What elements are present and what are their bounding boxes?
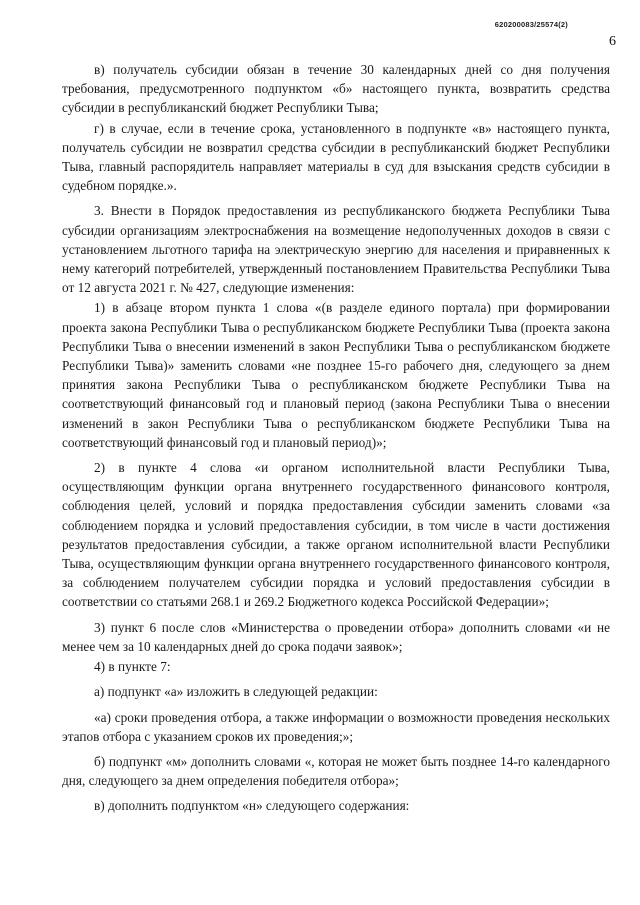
paragraph-change-1: 1) в абзаце втором пункта 1 слова «(в разделе единого портала) при формировании проекта закона Республики Тыва о республиканском бюджете Республики Тыва (проекта закона Республики Тыва о внесении изменений в закон Республики Тыва о республиканском бюджете Республики Тыва)» заменить словами «не позднее 15-го рабочего дня, следующего за днем принятия закона Республики Тыва о республиканском бюджете Республики Тыва на соответствующий финансовый год и плановый период (закона Республики Тыва о внесении изменений в закон Республики Тыва о республиканском бюджете Республики Тыва на соответствующий финансовый год и плановый период)»;: [62, 300, 610, 450]
paragraph-subitem-b: б) подпункт «м» дополнить словами «, которая не может быть позднее 14-го календарного дня, следующего за днем определения победителя отбора»;: [62, 753, 610, 789]
paragraph-subitem-v-add: в) дополнить подпунктом «н» следующего содержания:: [94, 798, 410, 814]
paragraph-change-3: 3) пункт 6 после слов «Министерства о проведении отбора» дополнить словами «и не менее чем за 10 календарных дней до срока подачи заявок»;: [62, 619, 610, 654]
paragraph-subitem-v-return: в) получатель субсидии обязан в течение 30 календарных дней со дня получения требования, предусмотренного подпунктом «б» настоящего пункта, возвратить средства субсидии в республиканский бюджет Республики Тыва;: [62, 62, 610, 116]
document-body: [62, 60, 610, 816]
page-number: 6: [609, 34, 616, 49]
paragraph-subitem-a-text: «а) сроки проведения отбора, а также информации о возможности проведения нескольких этапов отбора с указанием сроков их проведения;»;: [62, 709, 610, 744]
paragraph-item-3-amend-order: 3. Внести в Порядок предоставления из республиканского бюджета Республики Тыва субсидии организациям электроснабжения на возмещение недополученных доходов в связи с установлением льготного тарифа на электрическую энергию для населения и приравненных к нему категорий потребителей, утвержденный постановлением Правительства Республики Тыва от 12 августа 2021 г. № 427, следующие изменения:: [62, 203, 610, 296]
paragraph-change-2: 2) в пункте 4 слова «и органом исполнительной власти Республики Тыва, осуществляющим функции органа внутреннего государственного финансового контроля, соблюдения целей, условий и порядка предоставления субсидии заменить словами «за соблюдением порядка и условий предоставления субсидии, в том числе в части достижения результатов предоставления субсидии, а также органом исполнительной власти Республики Тыва, осуществляющим функции органа внутреннего государственного финансового контроля, за соблюдением получателем субсидии порядка и условий предоставления субсидии в соответствии со статьями 268.1 и 269.2 Бюджетного кодекса Российской Федерации»;: [62, 460, 610, 610]
document-code: 620200083/25574(2): [494, 20, 568, 29]
paragraph-subitem-g-court: г) в случае, если в течение срока, установленного в подпункте «в» настоящего пункта, получатель субсидии не возвратил средства субсидии в республиканский бюджет Республики Тыва, главный распорядитель направляет материалы в суд для взыскания средств субсидии в судебном порядке.».: [62, 120, 610, 194]
paragraph-subitem-a: а) подпункт «а» изложить в следующей редакции:: [94, 684, 378, 700]
paragraph-change-4: 4) в пункте 7:: [94, 659, 171, 675]
